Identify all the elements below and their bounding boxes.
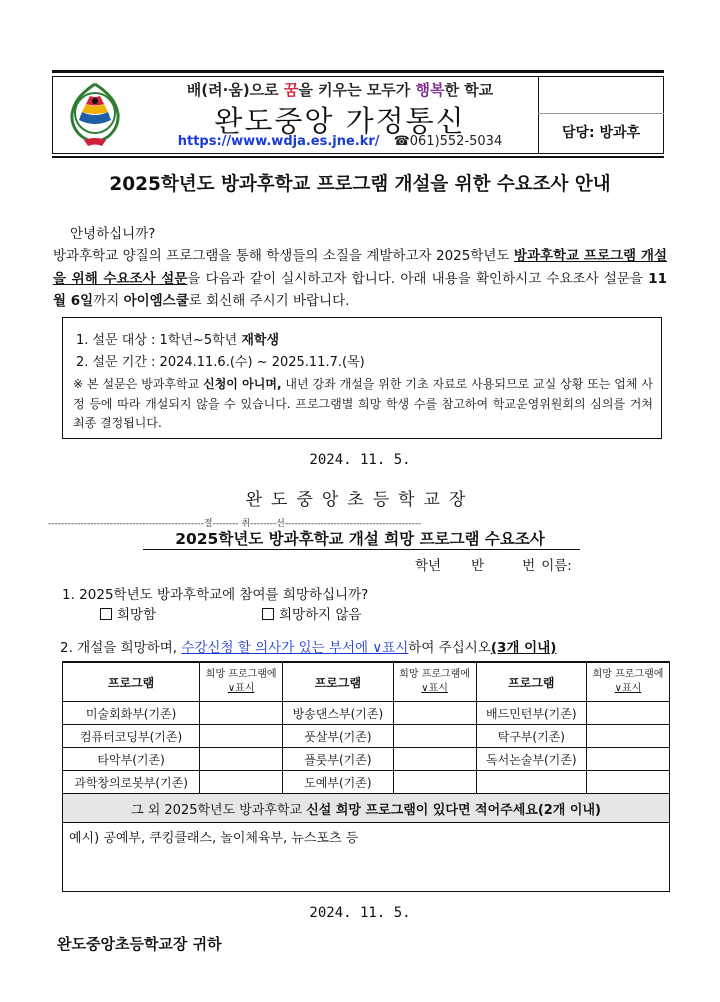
select-cell[interactable]: [200, 725, 283, 748]
question-2: 2. 개설을 희망하며, 수강신청 할 의사가 있는 부서에 ∨표시하여 주십시오(3개 이내): [60, 640, 557, 656]
select-cell[interactable]: [393, 771, 476, 794]
header-bottom-rule: [52, 156, 664, 158]
number-field[interactable]: 번: [522, 558, 536, 574]
newsletter-title: 완도중앙 가정통신: [214, 104, 466, 138]
addressee: 완도중앙초등학교장 귀하: [57, 935, 222, 953]
free-input-cell[interactable]: [63, 823, 670, 892]
program-name: 플룻부(기존): [283, 748, 393, 771]
select-cell[interactable]: [393, 702, 476, 725]
school-url-link[interactable]: https://www.wdja.es.jne.kr/: [177, 134, 380, 149]
select-cell[interactable]: [587, 771, 670, 794]
class-field[interactable]: 반: [471, 558, 485, 574]
table-row: [63, 748, 670, 771]
program-name: 탁구부(기존): [476, 725, 586, 748]
table-row: [63, 771, 670, 794]
survey-title: 2025학년도 방과후학교 개설 희망 프로그램 수요조사: [175, 530, 545, 548]
table-row: [63, 725, 670, 748]
table-row: [63, 702, 670, 725]
header-select: 희망 프로그램에 ∨표시: [587, 662, 670, 702]
program-table: [62, 661, 670, 892]
program-name: 미술회화부(기존): [63, 702, 200, 725]
header-program: 프로그램: [476, 662, 586, 702]
select-cell[interactable]: [393, 748, 476, 771]
program-name: 풋살부(기존): [283, 725, 393, 748]
free-input-row: [63, 823, 670, 892]
survey-note: ※ 본 설문은 방과후학교 신청이 아니며, 내년 강좌 개설을 위한 기초 자료로 사용되므로 교실 상황 또는 업체 사정 등에 따라 개설되지 않을 수 있습니다. 프로그램별 희망 학생 수를 참고하여 학교운영위원회의 심의를 거쳐 최종 결정됩니다.: [73, 377, 653, 430]
survey-title-underline: [143, 549, 580, 550]
name-field[interactable]: 이름:: [541, 558, 572, 574]
greeting: 안녕하십니까?: [70, 226, 156, 242]
notice-paragraph: 방과후학교 양질의 프로그램을 통해 학생들의 소질을 계발하고자 2025학년도 방과후학교 프로그램 개설을 위해 수요조사 설문을 다음과 같이 실시하고자 합니다. 아래 내용을 확인하시고 수요조사 설문을 11월 6일까지 아이엠스쿨로 회신해 주시기 바랍니다.: [53, 248, 668, 309]
program-name: 과학창의로봇부(기존): [63, 771, 200, 794]
phone-number: ☎061)552-5034: [393, 134, 503, 149]
header-top-rule: [52, 70, 664, 73]
example-text: 예시) 공예부, 쿠킹클래스, 놀이체육부, 뉴스포츠 등: [69, 831, 359, 846]
charge-separator: [538, 113, 664, 114]
principal-signature: 완도중앙초등학교장: [245, 490, 475, 510]
extra-request-label: 그 외 2025학년도 방과후학교 신설 희망 프로그램이 있다면 적어주세요(2개 이내): [63, 794, 670, 823]
checkbox-want[interactable]: [100, 608, 112, 620]
header-program: 프로그램: [63, 662, 200, 702]
program-name: 방송댄스부(기존): [283, 702, 393, 725]
select-cell[interactable]: [200, 702, 283, 725]
header-select: 희망 프로그램에 ∨표시: [200, 662, 283, 702]
header-select: 희망 프로그램에 ∨표시: [393, 662, 476, 702]
checkbox-not-want[interactable]: [262, 608, 274, 620]
school-emblem-icon: [62, 80, 128, 150]
program-name: 도예부(기존): [283, 771, 393, 794]
header-program: 프로그램: [283, 662, 393, 702]
option-not-want[interactable]: 희망하지 않음: [262, 603, 362, 623]
survey-date: 2024. 11. 5.: [309, 905, 411, 921]
program-name: 컴퓨터코딩부(기존): [63, 725, 200, 748]
select-cell[interactable]: [393, 725, 476, 748]
select-cell[interactable]: [200, 748, 283, 771]
program-name: 타악부(기존): [63, 748, 200, 771]
header-divider: [538, 76, 539, 154]
select-cell[interactable]: [587, 748, 670, 771]
student-info-fields[interactable]: [415, 554, 572, 574]
survey-target: 1. 설문 대상 : 1학년~5학년 재학생: [76, 333, 280, 348]
school-motto: 배(려·움)으로 꿈을 키우는 모두가 행복한 학교: [186, 81, 494, 99]
program-name: [476, 771, 586, 794]
grade-field[interactable]: 학년: [415, 558, 442, 574]
notice-date: 2024. 11. 5.: [309, 452, 411, 468]
extra-request-row: [63, 794, 670, 823]
question-1: 1. 2025학년도 방과후학교에 참여를 희망하십니까?: [62, 587, 369, 603]
option-want[interactable]: 희망함: [100, 603, 156, 623]
cut-line: ------------------------------------------------절-------- 취--------선------------------------------------------: [48, 519, 422, 529]
table-header-row: [63, 662, 670, 702]
program-name: 독서논술부(기존): [476, 748, 586, 771]
contact-line: [150, 134, 530, 149]
notice-title: 2025학년도 방과후학교 프로그램 개설을 위한 수요조사 안내: [109, 174, 611, 195]
select-cell[interactable]: [587, 702, 670, 725]
charge-label: 담당: 방과후: [561, 125, 641, 141]
survey-period: 2. 설문 기간 : 2024.11.6.(수) ~ 2025.11.7.(목): [76, 355, 365, 370]
program-name: 배드민턴부(기존): [476, 702, 586, 725]
select-cell[interactable]: [587, 725, 670, 748]
select-cell[interactable]: [200, 771, 283, 794]
